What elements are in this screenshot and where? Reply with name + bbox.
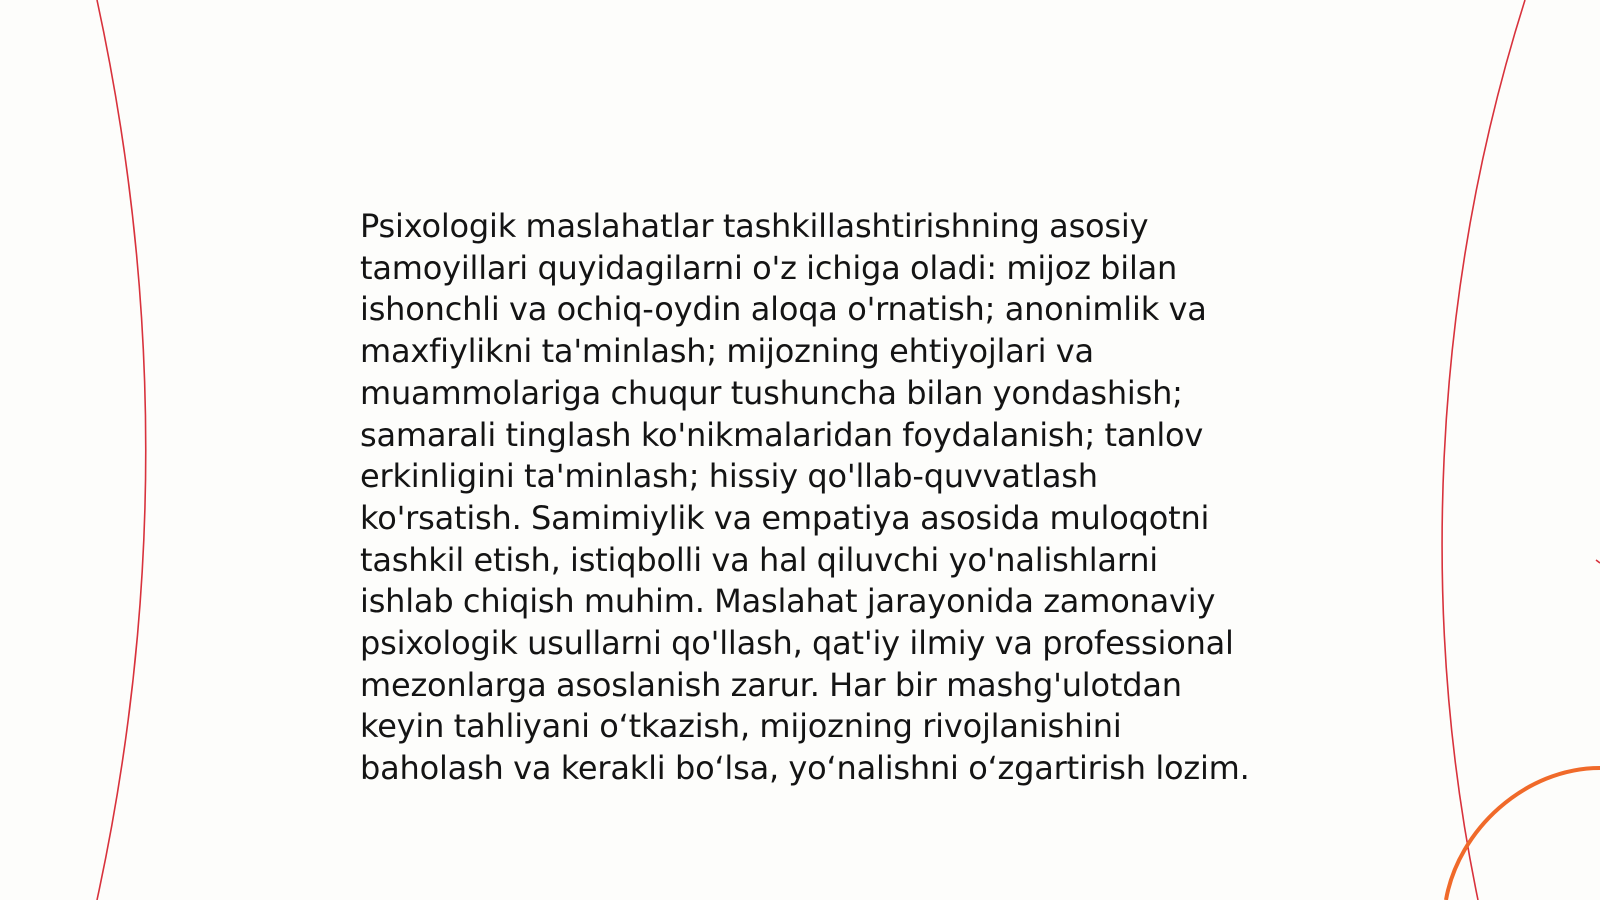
right-curve-line [1442,0,1525,900]
accent-arc [1446,768,1600,900]
body-paragraph: Psixologik maslahatlar tashkillashtirishning asosiy tamoyillari quyidagilarni o'z ichiga oladi: mijoz bilan ishonchli va ochiq-oydin aloqa o'rnatish; anonimlik va maxfiylikni ta'minlash; mijozning ehtiyojlari va muammolariga chuqur tushuncha bilan yondashish; samarali tinglash ko'nikmalaridan foydalanish; tanlov erkinligini ta'minlash; hissiy qo'llab-quvvatlash ko'rsatish. Samimiylik va empatiya asosida muloqotni tashkil etish, istiqbolli va hal qiluvchi yo'nalishlarni ishlab chiqish muhim. Maslahat jarayonida zamonaviy psixologik usullarni qo'llash, qat'iy ilmiy va professional mezonlarga asoslanish zarur. Har bir mashg'ulotdan keyin tahliyani o‘tkazish, mijozning rivojlanishini baholash va kerakli bo‘lsa, yo‘nalishni o‘zgartirish lozim. [360,207,1250,788]
right-edge-tick [1596,560,1600,563]
left-curve-line [97,0,146,900]
